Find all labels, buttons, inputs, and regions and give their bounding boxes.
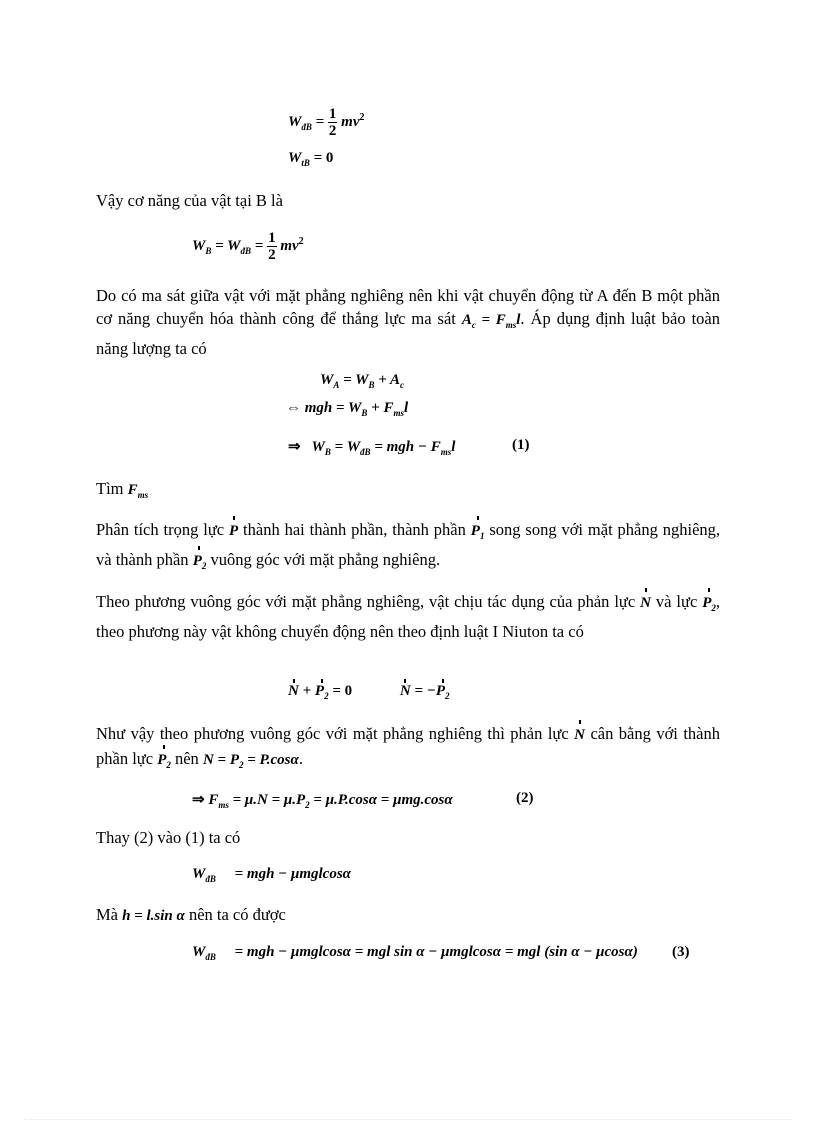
paragraph-find-friction: Tìm $F_{ms}$ [96, 479, 149, 500]
equation-w-kinetic-a: $W_{đB}$ = $\frac{1}{2}$ $mv^2$ [288, 106, 365, 139]
equation-w-potential: $W_{tB} = 0$ [288, 150, 334, 168]
equation-w-final: $W_{đB}$ = mgh − μmglcosα = mgl sin α − μmglcosα = mgl (sin α − μcosα) [192, 944, 638, 962]
paragraph-mech-energy-b: Vậy cơ năng của vật tại B là [96, 191, 283, 210]
equation-energy-conservation-2: ⇔ mgh = $W_B + F_{ms}l$ [286, 400, 409, 418]
paragraph-friction: Do có ma sát giữa vật với mặt phẳng nghiêng nên khi vật chuyển động từ A đến B một phần cơ năng chuyển hóa thành công để thắng lực ma sát $A_c = F_{ms}l$. Áp dụng định luật bảo toàn năng lượng ta có [96, 286, 720, 358]
equation-w-substituted: $W_{đB}$ = mgh − μmglcosα [192, 866, 351, 884]
page-bottom-divider [24, 1119, 792, 1120]
paragraph-since: Mà h = l.sin α nên ta có được [96, 905, 286, 924]
equation-tag-2: (2) [516, 790, 534, 806]
paragraph-substitute: Thay (2) vào (1) ta có [96, 828, 241, 847]
equation-tag-3: (3) [672, 944, 690, 960]
equation-friction-force: ⇒ $F_{ms} = \mu.N = \mu.P_2 = \mu.P.\cos\alpha = \mu mg.\cos\alpha$ [192, 792, 453, 810]
equation-tag-1: (1) [512, 437, 530, 453]
equation-energy-conservation-1: $W_A = W_B + A_c$ [320, 372, 404, 390]
equation-w-b: $W_B = W_{đB}$ = $\frac{1}{2}$ $mv^2$ [192, 230, 304, 263]
paragraph-balance: Như vậy theo phương vuông góc với mặt phẳng nghiêng thì phản lực N cân bằng với thành phần lực $P_2$ nên $N = P_2 = P.\cos\alpha$. [96, 722, 720, 777]
equation-energy-conservation-3: ⇒ $W_B = W_{đB}$ = mgh − $F_{ms}l$ [288, 439, 456, 457]
paragraph-decompose: Phân tích trọng lực P thành hai thành phần, thành phần $P_1$ song song với mặt phẳng nghiêng, và thành phần $P_2$ vuông góc với mặt phẳng nghiêng. [96, 518, 720, 578]
equation-newton-1: $N + P_2 = 0$ $N = -P_2$ [288, 683, 450, 701]
paragraph-perpendicular: Theo phương vuông góc với mặt phẳng nghiêng, vật chịu tác dụng của phản lực N và lực $P_2$, theo phương này vật không chuyển động nên theo định luật I Niuton ta có [96, 592, 721, 641]
